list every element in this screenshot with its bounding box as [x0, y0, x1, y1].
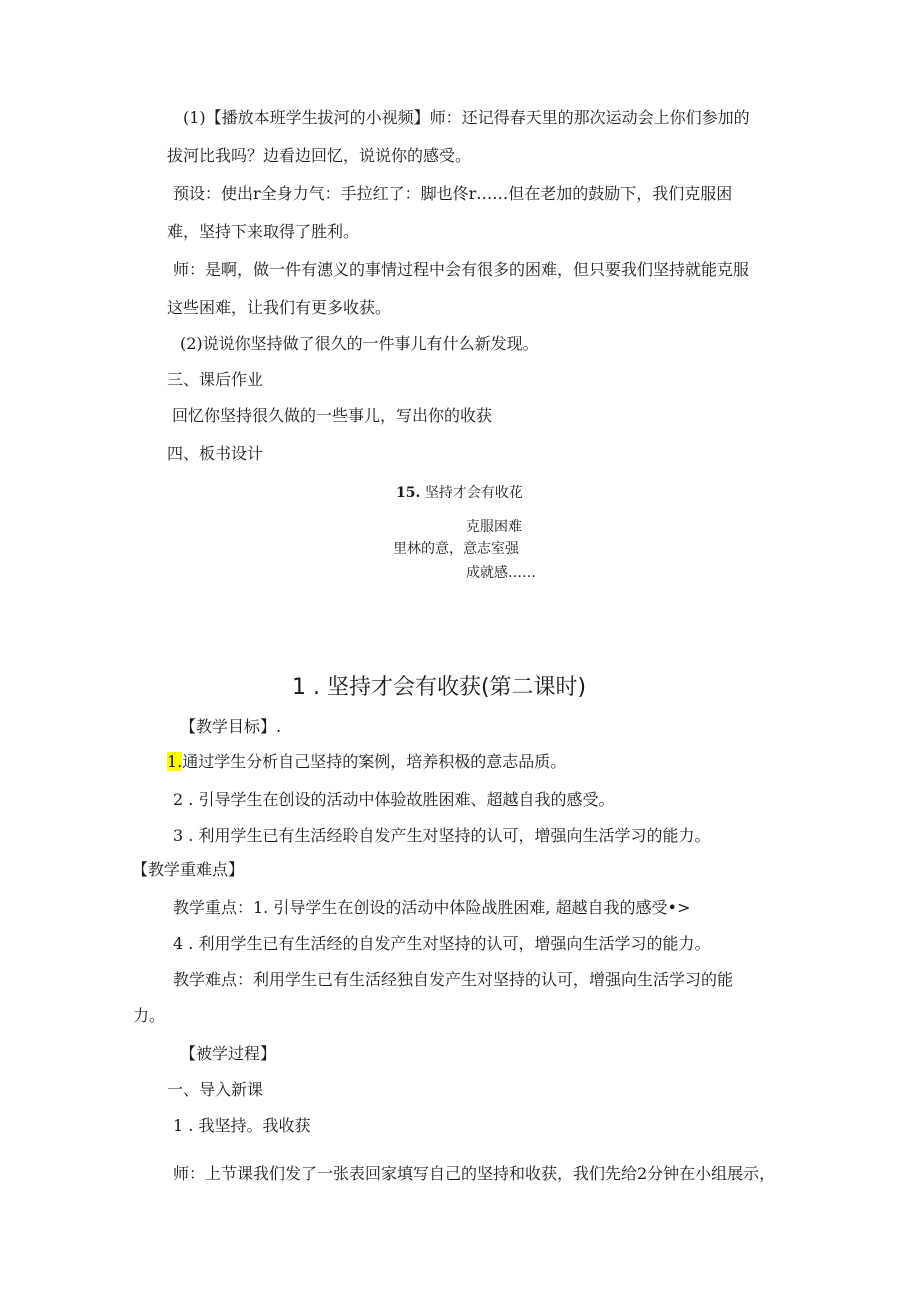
board-title-text: 坚持才会有收花: [424, 485, 523, 501]
teacher-line: 师：上节课我们发了一张表回家填写自己的坚持和收获，我们先给2分钟在小组展示，: [173, 1164, 776, 1183]
keypoints-heading: 【教学重难点】: [132, 860, 245, 879]
preset-line1: 预设：使出r全身力气：手拉红了：脚也佟r……但在老加的鼓励下，我们克服困: [173, 184, 733, 203]
key-focus: 教学重点：1. 引导学生在创设的活动中体险战胜困难, 超越自我的感受•>: [173, 898, 691, 917]
item2: (2)说说你坚持做了很久的一件事儿有什么新发现。: [180, 334, 539, 353]
board-title-number: 15.: [396, 485, 421, 501]
homework-heading: 三、课后作业: [167, 370, 264, 389]
objective-1: [167, 751, 566, 773]
board-line2: 里林的意，意志室强: [393, 541, 519, 557]
board-title: [396, 482, 523, 504]
teacher-line2: 这些困难，让我们有更多收获。: [167, 298, 392, 317]
preset-line2: 难，坚持下来取得了胜利。: [167, 222, 360, 241]
item1-line2: 拔河比我吗？边看边回忆，说说你的感受。: [167, 146, 472, 165]
lesson-title: 1 . 坚持才会有收获(第二课时): [292, 675, 587, 700]
objectives-heading: 【教学目标】.: [180, 717, 282, 736]
section-1: 一、导入新课: [167, 1080, 264, 1099]
objective-2: 2 . 引导学生在创设的活动中体验故胜困难、超越自我的感受。: [173, 790, 615, 809]
objective-1-number: 1.: [167, 752, 183, 771]
objective-1-text: 通过学生分析自己坚持的案例，培养积极的意志品质。: [182, 752, 567, 771]
board-heading: 四、板书设计: [167, 444, 264, 463]
objective-3: 3 . 利用学生已有生活经聆自发产生对坚持的认可，增强向生活学习的能力。: [173, 826, 711, 845]
difficulty-line2: 力。: [133, 1006, 166, 1025]
difficulty-line1: 教学难点：利用学生已有生活经独自发产生对坚持的认可，增强向生活学习的能: [173, 970, 734, 989]
step-1: 1 . 我坚持。我收获: [173, 1116, 311, 1135]
process-heading: 【被学过程】: [180, 1044, 277, 1063]
homework-text: 回忆你坚持很久做的一些事儿，写出你的收获: [172, 406, 493, 425]
board-line3: 成就感……: [466, 565, 536, 581]
key-point-4: 4 . 利用学生已有生活经的自发产生对坚持的认可，增强向生活学习的能力。: [173, 934, 711, 953]
item1-line1: (1)【播放本班学生拔河的小视频】师：还记得春天里的那次运动会上你们参加的: [183, 108, 750, 127]
teacher-line1: 师：是啊，做一件有潓义的事情过程中会有很多的困难，但只要我们坚持就能克服: [173, 260, 750, 279]
board-line1: 克服困难: [466, 519, 522, 535]
